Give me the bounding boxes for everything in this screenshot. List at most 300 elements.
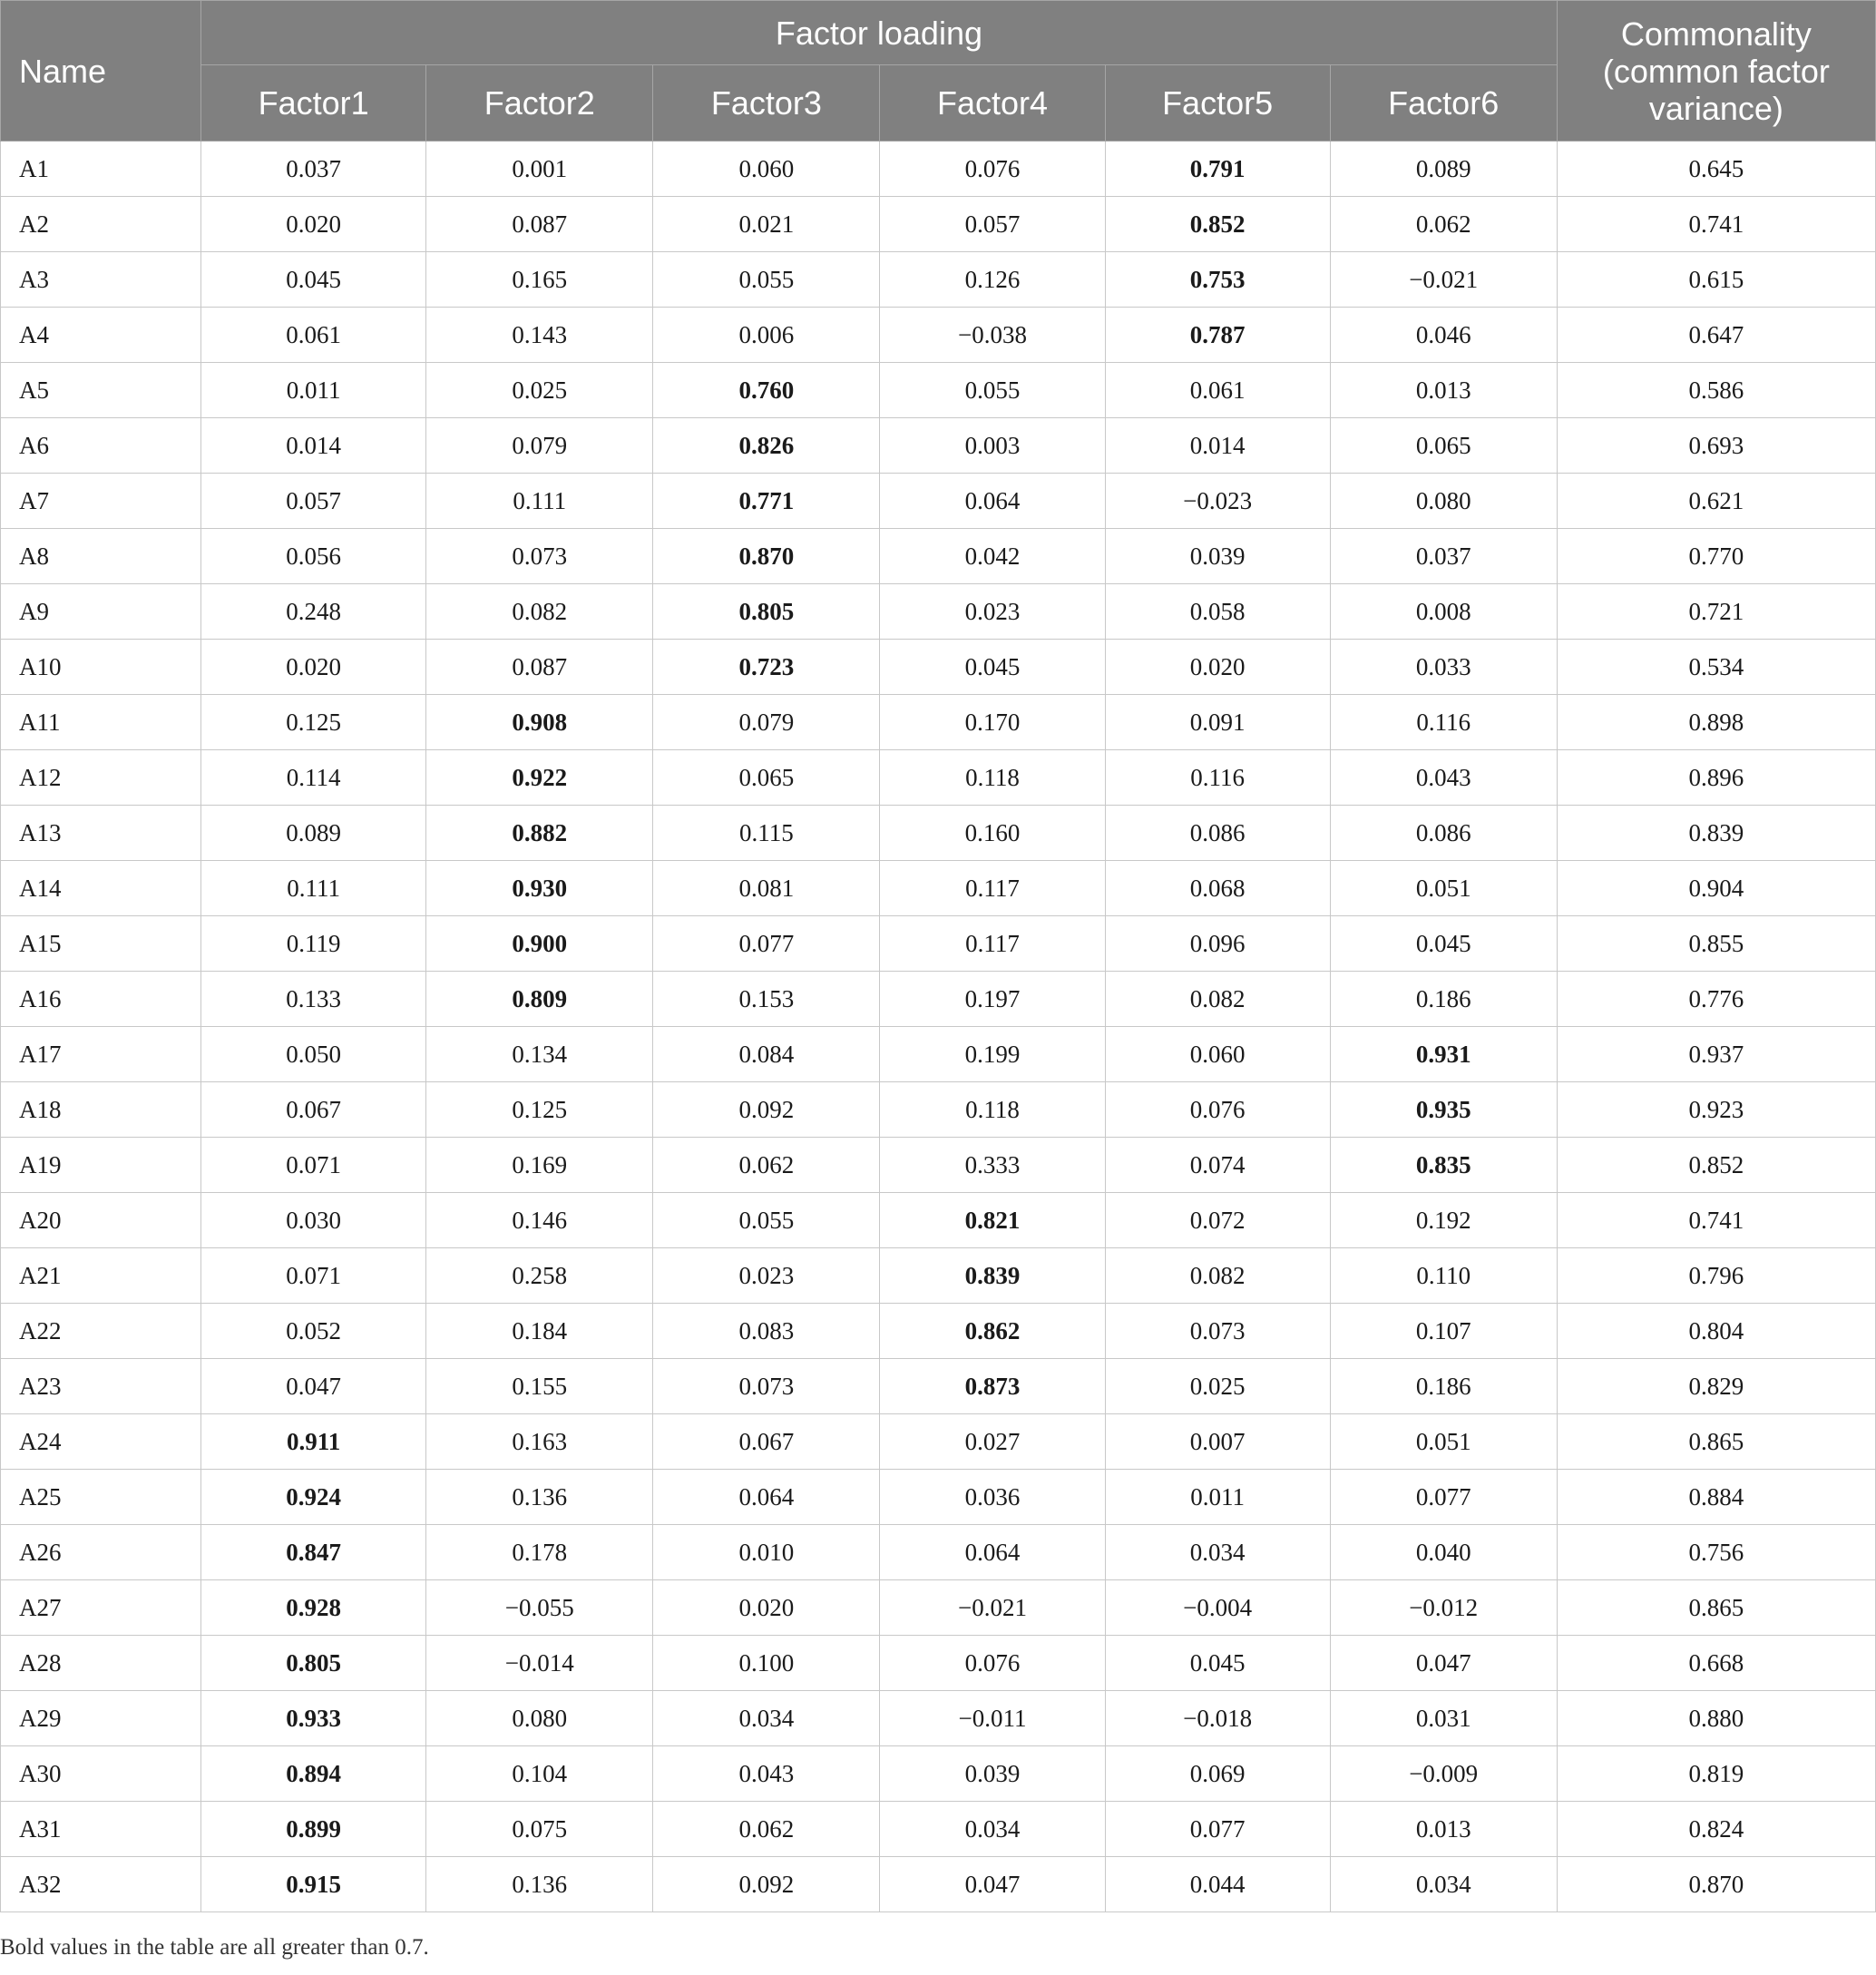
table-header xyxy=(1,1,1876,142)
loading-cell-factor5: −0.023 xyxy=(1105,474,1330,529)
loading-cell-factor2: 0.087 xyxy=(426,197,653,252)
loading-cell-factor4: 0.170 xyxy=(880,695,1105,750)
loading-cell-factor4: 0.873 xyxy=(880,1359,1105,1414)
loading-cell-factor2: 0.136 xyxy=(426,1470,653,1525)
commonality-cell: 0.756 xyxy=(1557,1525,1875,1580)
loading-cell-factor1: 0.114 xyxy=(201,750,426,806)
loading-cell-factor1: 0.056 xyxy=(201,529,426,584)
table-row xyxy=(1,1580,1876,1636)
loading-cell-factor5: 0.086 xyxy=(1105,806,1330,861)
commonality-cell: 0.645 xyxy=(1557,142,1875,197)
commonality-cell: 0.615 xyxy=(1557,252,1875,308)
loading-cell-factor6: 0.034 xyxy=(1330,1857,1557,1912)
table-row xyxy=(1,1470,1876,1525)
row-name-cell: A20 xyxy=(1,1193,201,1248)
loading-cell-factor1: 0.125 xyxy=(201,695,426,750)
commonality-cell: 0.796 xyxy=(1557,1248,1875,1304)
table-row xyxy=(1,529,1876,584)
loading-cell-factor3: 0.805 xyxy=(653,584,880,640)
loading-cell-factor3: 0.064 xyxy=(653,1470,880,1525)
header-factor1: Factor1 xyxy=(201,65,426,142)
row-name-cell: A16 xyxy=(1,972,201,1027)
loading-cell-factor6: 0.835 xyxy=(1330,1138,1557,1193)
row-name-cell: A8 xyxy=(1,529,201,584)
table-row xyxy=(1,1857,1876,1912)
row-name-cell: A24 xyxy=(1,1414,201,1470)
loading-cell-factor6: −0.012 xyxy=(1330,1580,1557,1636)
commonality-cell: 0.534 xyxy=(1557,640,1875,695)
row-name-cell: A18 xyxy=(1,1082,201,1138)
loading-cell-factor3: 0.723 xyxy=(653,640,880,695)
loading-cell-factor2: 0.163 xyxy=(426,1414,653,1470)
table-row xyxy=(1,640,1876,695)
header-factor4: Factor4 xyxy=(880,65,1105,142)
row-name-cell: A28 xyxy=(1,1636,201,1691)
commonality-cell: 0.693 xyxy=(1557,418,1875,474)
commonality-cell: 0.741 xyxy=(1557,1193,1875,1248)
loading-cell-factor3: 0.073 xyxy=(653,1359,880,1414)
loading-cell-factor5: 0.753 xyxy=(1105,252,1330,308)
commonality-cell: 0.770 xyxy=(1557,529,1875,584)
loading-cell-factor3: 0.079 xyxy=(653,695,880,750)
row-name-cell: A9 xyxy=(1,584,201,640)
loading-cell-factor3: 0.760 xyxy=(653,363,880,418)
loading-cell-factor4: 0.055 xyxy=(880,363,1105,418)
row-name-cell: A6 xyxy=(1,418,201,474)
loading-cell-factor5: 0.852 xyxy=(1105,197,1330,252)
commonality-cell: 0.896 xyxy=(1557,750,1875,806)
loading-cell-factor3: 0.010 xyxy=(653,1525,880,1580)
table-row xyxy=(1,1636,1876,1691)
table-row xyxy=(1,695,1876,750)
table-row xyxy=(1,142,1876,197)
commonality-cell: 0.865 xyxy=(1557,1414,1875,1470)
loading-cell-factor4: 0.199 xyxy=(880,1027,1105,1082)
row-name-cell: A1 xyxy=(1,142,201,197)
loading-cell-factor5: 0.787 xyxy=(1105,308,1330,363)
loading-cell-factor4: 0.197 xyxy=(880,972,1105,1027)
loading-cell-factor2: 0.146 xyxy=(426,1193,653,1248)
loading-cell-factor5: −0.004 xyxy=(1105,1580,1330,1636)
loading-cell-factor5: 0.096 xyxy=(1105,916,1330,972)
loading-cell-factor2: 0.087 xyxy=(426,640,653,695)
loading-cell-factor4: 0.057 xyxy=(880,197,1105,252)
loading-cell-factor1: 0.089 xyxy=(201,806,426,861)
loading-cell-factor2: 0.125 xyxy=(426,1082,653,1138)
loading-cell-factor2: 0.178 xyxy=(426,1525,653,1580)
loading-cell-factor1: 0.020 xyxy=(201,197,426,252)
row-name-cell: A4 xyxy=(1,308,201,363)
loading-cell-factor6: 0.110 xyxy=(1330,1248,1557,1304)
loading-cell-factor2: 0.079 xyxy=(426,418,653,474)
loading-cell-factor4: 0.160 xyxy=(880,806,1105,861)
loading-cell-factor2: 0.082 xyxy=(426,584,653,640)
loading-cell-factor3: 0.020 xyxy=(653,1580,880,1636)
commonality-cell: 0.721 xyxy=(1557,584,1875,640)
loading-cell-factor5: 0.077 xyxy=(1105,1802,1330,1857)
loading-cell-factor6: 0.043 xyxy=(1330,750,1557,806)
loading-cell-factor1: 0.061 xyxy=(201,308,426,363)
loading-cell-factor1: 0.805 xyxy=(201,1636,426,1691)
loading-cell-factor6: 0.080 xyxy=(1330,474,1557,529)
loading-cell-factor1: 0.071 xyxy=(201,1138,426,1193)
loading-cell-factor1: 0.111 xyxy=(201,861,426,916)
loading-cell-factor5: 0.039 xyxy=(1105,529,1330,584)
loading-cell-factor2: 0.025 xyxy=(426,363,653,418)
loading-cell-factor6: 0.931 xyxy=(1330,1027,1557,1082)
row-name-cell: A12 xyxy=(1,750,201,806)
loading-cell-factor3: 0.021 xyxy=(653,197,880,252)
row-name-cell: A17 xyxy=(1,1027,201,1082)
table-row xyxy=(1,1138,1876,1193)
loading-cell-factor4: 0.839 xyxy=(880,1248,1105,1304)
loading-cell-factor3: 0.006 xyxy=(653,308,880,363)
commonality-cell: 0.884 xyxy=(1557,1470,1875,1525)
loading-cell-factor5: 0.034 xyxy=(1105,1525,1330,1580)
loading-cell-factor1: 0.045 xyxy=(201,252,426,308)
loading-cell-factor5: 0.020 xyxy=(1105,640,1330,695)
table-row xyxy=(1,584,1876,640)
table-row xyxy=(1,1248,1876,1304)
loading-cell-factor4: 0.076 xyxy=(880,142,1105,197)
loading-cell-factor5: 0.116 xyxy=(1105,750,1330,806)
loading-cell-factor2: 0.882 xyxy=(426,806,653,861)
loading-cell-factor4: 0.034 xyxy=(880,1802,1105,1857)
loading-cell-factor5: 0.072 xyxy=(1105,1193,1330,1248)
table-row xyxy=(1,252,1876,308)
loading-cell-factor1: 0.067 xyxy=(201,1082,426,1138)
row-name-cell: A25 xyxy=(1,1470,201,1525)
loading-cell-factor2: 0.184 xyxy=(426,1304,653,1359)
loading-cell-factor1: 0.924 xyxy=(201,1470,426,1525)
commonality-cell: 0.741 xyxy=(1557,197,1875,252)
loading-cell-factor4: 0.039 xyxy=(880,1746,1105,1802)
row-name-cell: A14 xyxy=(1,861,201,916)
loading-cell-factor3: 0.023 xyxy=(653,1248,880,1304)
loading-cell-factor5: −0.018 xyxy=(1105,1691,1330,1746)
row-name-cell: A30 xyxy=(1,1746,201,1802)
loading-cell-factor6: −0.021 xyxy=(1330,252,1557,308)
commonality-cell: 0.880 xyxy=(1557,1691,1875,1746)
header-name: Name xyxy=(1,1,201,142)
table-row xyxy=(1,1082,1876,1138)
loading-cell-factor1: 0.020 xyxy=(201,640,426,695)
loading-cell-factor2: −0.055 xyxy=(426,1580,653,1636)
loading-cell-factor2: 0.165 xyxy=(426,252,653,308)
loading-cell-factor4: 0.042 xyxy=(880,529,1105,584)
loading-cell-factor2: 0.143 xyxy=(426,308,653,363)
loading-cell-factor3: 0.067 xyxy=(653,1414,880,1470)
loading-cell-factor1: 0.047 xyxy=(201,1359,426,1414)
loading-cell-factor5: 0.073 xyxy=(1105,1304,1330,1359)
loading-cell-factor6: 0.107 xyxy=(1330,1304,1557,1359)
loading-cell-factor4: 0.027 xyxy=(880,1414,1105,1470)
loading-cell-factor3: 0.084 xyxy=(653,1027,880,1082)
loading-cell-factor3: 0.062 xyxy=(653,1138,880,1193)
table-footnote: Bold values in the table are all greater than 0.7. xyxy=(0,1935,429,1960)
loading-cell-factor4: 0.118 xyxy=(880,750,1105,806)
commonality-cell: 0.804 xyxy=(1557,1304,1875,1359)
loading-cell-factor1: 0.011 xyxy=(201,363,426,418)
loading-cell-factor6: 0.186 xyxy=(1330,1359,1557,1414)
loading-cell-factor5: 0.074 xyxy=(1105,1138,1330,1193)
loading-cell-factor1: 0.911 xyxy=(201,1414,426,1470)
loading-cell-factor5: 0.076 xyxy=(1105,1082,1330,1138)
loading-cell-factor1: 0.030 xyxy=(201,1193,426,1248)
loading-cell-factor2: 0.922 xyxy=(426,750,653,806)
loading-cell-factor5: 0.091 xyxy=(1105,695,1330,750)
header-factor-loading: Factor loading xyxy=(201,1,1558,65)
loading-cell-factor6: 0.116 xyxy=(1330,695,1557,750)
table-row xyxy=(1,418,1876,474)
table-row xyxy=(1,1193,1876,1248)
loading-cell-factor4: 0.064 xyxy=(880,1525,1105,1580)
table-row xyxy=(1,1027,1876,1082)
loading-cell-factor3: 0.092 xyxy=(653,1082,880,1138)
header-factor3: Factor3 xyxy=(653,65,880,142)
loading-cell-factor3: 0.115 xyxy=(653,806,880,861)
loading-cell-factor5: 0.069 xyxy=(1105,1746,1330,1802)
loading-cell-factor3: 0.826 xyxy=(653,418,880,474)
loading-cell-factor4: −0.011 xyxy=(880,1691,1105,1746)
loading-cell-factor6: 0.045 xyxy=(1330,916,1557,972)
loading-cell-factor4: 0.117 xyxy=(880,861,1105,916)
row-name-cell: A26 xyxy=(1,1525,201,1580)
loading-cell-factor5: 0.014 xyxy=(1105,418,1330,474)
table-row xyxy=(1,1359,1876,1414)
loading-cell-factor4: −0.038 xyxy=(880,308,1105,363)
table-row xyxy=(1,1525,1876,1580)
loading-cell-factor4: 0.118 xyxy=(880,1082,1105,1138)
loading-cell-factor1: 0.933 xyxy=(201,1691,426,1746)
row-name-cell: A22 xyxy=(1,1304,201,1359)
row-name-cell: A2 xyxy=(1,197,201,252)
header-factor6: Factor6 xyxy=(1330,65,1557,142)
row-name-cell: A23 xyxy=(1,1359,201,1414)
loading-cell-factor5: 0.060 xyxy=(1105,1027,1330,1082)
loading-cell-factor2: 0.001 xyxy=(426,142,653,197)
loading-cell-factor6: 0.008 xyxy=(1330,584,1557,640)
loading-cell-factor5: 0.007 xyxy=(1105,1414,1330,1470)
loading-cell-factor6: −0.009 xyxy=(1330,1746,1557,1802)
loading-cell-factor3: 0.100 xyxy=(653,1636,880,1691)
loading-cell-factor6: 0.051 xyxy=(1330,1414,1557,1470)
table-row xyxy=(1,308,1876,363)
table-row xyxy=(1,1802,1876,1857)
table-row xyxy=(1,1304,1876,1359)
row-name-cell: A11 xyxy=(1,695,201,750)
loading-cell-factor4: 0.862 xyxy=(880,1304,1105,1359)
loading-cell-factor3: 0.092 xyxy=(653,1857,880,1912)
commonality-cell: 0.824 xyxy=(1557,1802,1875,1857)
loading-cell-factor3: 0.771 xyxy=(653,474,880,529)
loading-cell-factor2: 0.134 xyxy=(426,1027,653,1082)
commonality-cell: 0.668 xyxy=(1557,1636,1875,1691)
loading-cell-factor5: 0.045 xyxy=(1105,1636,1330,1691)
commonality-cell: 0.870 xyxy=(1557,1857,1875,1912)
loading-cell-factor6: 0.077 xyxy=(1330,1470,1557,1525)
table-row xyxy=(1,1414,1876,1470)
loading-cell-factor2: 0.169 xyxy=(426,1138,653,1193)
loading-cell-factor1: 0.928 xyxy=(201,1580,426,1636)
header-factor2: Factor2 xyxy=(426,65,653,142)
loading-cell-factor3: 0.153 xyxy=(653,972,880,1027)
loading-cell-factor3: 0.062 xyxy=(653,1802,880,1857)
commonality-cell: 0.839 xyxy=(1557,806,1875,861)
row-name-cell: A10 xyxy=(1,640,201,695)
loading-cell-factor3: 0.043 xyxy=(653,1746,880,1802)
commonality-cell: 0.898 xyxy=(1557,695,1875,750)
loading-cell-factor1: 0.133 xyxy=(201,972,426,1027)
loading-cell-factor6: 0.065 xyxy=(1330,418,1557,474)
loading-cell-factor3: 0.083 xyxy=(653,1304,880,1359)
loading-cell-factor3: 0.065 xyxy=(653,750,880,806)
loading-cell-factor2: 0.900 xyxy=(426,916,653,972)
loading-cell-factor3: 0.055 xyxy=(653,252,880,308)
loading-cell-factor5: 0.025 xyxy=(1105,1359,1330,1414)
row-name-cell: A5 xyxy=(1,363,201,418)
loading-cell-factor1: 0.052 xyxy=(201,1304,426,1359)
loading-cell-factor4: 0.003 xyxy=(880,418,1105,474)
commonality-cell: 0.586 xyxy=(1557,363,1875,418)
loading-cell-factor5: 0.068 xyxy=(1105,861,1330,916)
table-row xyxy=(1,474,1876,529)
commonality-cell: 0.923 xyxy=(1557,1082,1875,1138)
row-name-cell: A27 xyxy=(1,1580,201,1636)
commonality-cell: 0.819 xyxy=(1557,1746,1875,1802)
table-row xyxy=(1,197,1876,252)
header-commonality: Commonality (common factor variance) xyxy=(1557,1,1875,142)
loading-cell-factor5: 0.011 xyxy=(1105,1470,1330,1525)
loading-cell-factor6: 0.013 xyxy=(1330,1802,1557,1857)
loading-cell-factor4: 0.064 xyxy=(880,474,1105,529)
row-name-cell: A7 xyxy=(1,474,201,529)
loading-cell-factor3: 0.055 xyxy=(653,1193,880,1248)
loading-cell-factor6: 0.033 xyxy=(1330,640,1557,695)
loading-cell-factor6: 0.046 xyxy=(1330,308,1557,363)
loading-cell-factor1: 0.057 xyxy=(201,474,426,529)
loading-cell-factor5: 0.061 xyxy=(1105,363,1330,418)
loading-cell-factor1: 0.037 xyxy=(201,142,426,197)
row-name-cell: A31 xyxy=(1,1802,201,1857)
table-row xyxy=(1,1691,1876,1746)
loading-cell-factor4: 0.036 xyxy=(880,1470,1105,1525)
loading-cell-factor2: 0.111 xyxy=(426,474,653,529)
loading-cell-factor2: 0.930 xyxy=(426,861,653,916)
loading-cell-factor5: 0.791 xyxy=(1105,142,1330,197)
loading-cell-factor2: 0.258 xyxy=(426,1248,653,1304)
loading-cell-factor4: 0.045 xyxy=(880,640,1105,695)
loading-cell-factor6: 0.086 xyxy=(1330,806,1557,861)
loading-cell-factor2: 0.080 xyxy=(426,1691,653,1746)
loading-cell-factor4: 0.126 xyxy=(880,252,1105,308)
loading-cell-factor1: 0.894 xyxy=(201,1746,426,1802)
table-row xyxy=(1,750,1876,806)
loading-cell-factor1: 0.014 xyxy=(201,418,426,474)
commonality-cell: 0.647 xyxy=(1557,308,1875,363)
commonality-cell: 0.855 xyxy=(1557,916,1875,972)
loading-cell-factor2: −0.014 xyxy=(426,1636,653,1691)
row-name-cell: A19 xyxy=(1,1138,201,1193)
commonality-cell: 0.776 xyxy=(1557,972,1875,1027)
table-row xyxy=(1,363,1876,418)
loading-cell-factor2: 0.136 xyxy=(426,1857,653,1912)
loading-cell-factor4: −0.021 xyxy=(880,1580,1105,1636)
loading-cell-factor4: 0.076 xyxy=(880,1636,1105,1691)
loading-cell-factor1: 0.915 xyxy=(201,1857,426,1912)
loading-cell-factor1: 0.899 xyxy=(201,1802,426,1857)
loading-cell-factor5: 0.082 xyxy=(1105,972,1330,1027)
loading-cell-factor2: 0.908 xyxy=(426,695,653,750)
loading-cell-factor6: 0.935 xyxy=(1330,1082,1557,1138)
loading-cell-factor3: 0.060 xyxy=(653,142,880,197)
loading-cell-factor2: 0.155 xyxy=(426,1359,653,1414)
loading-cell-factor6: 0.051 xyxy=(1330,861,1557,916)
commonality-cell: 0.904 xyxy=(1557,861,1875,916)
loading-cell-factor6: 0.031 xyxy=(1330,1691,1557,1746)
loading-cell-factor1: 0.248 xyxy=(201,584,426,640)
commonality-cell: 0.937 xyxy=(1557,1027,1875,1082)
loading-cell-factor2: 0.073 xyxy=(426,529,653,584)
header-factor5: Factor5 xyxy=(1105,65,1330,142)
loading-cell-factor1: 0.050 xyxy=(201,1027,426,1082)
loading-cell-factor4: 0.333 xyxy=(880,1138,1105,1193)
row-name-cell: A29 xyxy=(1,1691,201,1746)
loading-cell-factor2: 0.104 xyxy=(426,1746,653,1802)
loading-cell-factor6: 0.186 xyxy=(1330,972,1557,1027)
loading-cell-factor5: 0.044 xyxy=(1105,1857,1330,1912)
loading-cell-factor2: 0.075 xyxy=(426,1802,653,1857)
row-name-cell: A13 xyxy=(1,806,201,861)
commonality-cell: 0.621 xyxy=(1557,474,1875,529)
table-row xyxy=(1,916,1876,972)
loading-cell-factor3: 0.077 xyxy=(653,916,880,972)
table-body xyxy=(1,142,1876,1912)
table-row xyxy=(1,972,1876,1027)
loading-cell-factor6: 0.062 xyxy=(1330,197,1557,252)
loading-cell-factor4: 0.023 xyxy=(880,584,1105,640)
loading-cell-factor6: 0.037 xyxy=(1330,529,1557,584)
loading-cell-factor2: 0.809 xyxy=(426,972,653,1027)
loading-cell-factor6: 0.040 xyxy=(1330,1525,1557,1580)
table-row xyxy=(1,861,1876,916)
loading-cell-factor5: 0.058 xyxy=(1105,584,1330,640)
commonality-cell: 0.852 xyxy=(1557,1138,1875,1193)
row-name-cell: A21 xyxy=(1,1248,201,1304)
loading-cell-factor6: 0.047 xyxy=(1330,1636,1557,1691)
loading-cell-factor3: 0.081 xyxy=(653,861,880,916)
loading-cell-factor6: 0.192 xyxy=(1330,1193,1557,1248)
row-name-cell: A3 xyxy=(1,252,201,308)
loading-cell-factor6: 0.013 xyxy=(1330,363,1557,418)
loading-cell-factor1: 0.071 xyxy=(201,1248,426,1304)
loading-cell-factor4: 0.117 xyxy=(880,916,1105,972)
row-name-cell: A15 xyxy=(1,916,201,972)
table-row xyxy=(1,806,1876,861)
commonality-cell: 0.865 xyxy=(1557,1580,1875,1636)
loading-cell-factor6: 0.089 xyxy=(1330,142,1557,197)
loading-cell-factor3: 0.034 xyxy=(653,1691,880,1746)
row-name-cell: A32 xyxy=(1,1857,201,1912)
loading-cell-factor1: 0.119 xyxy=(201,916,426,972)
commonality-cell: 0.829 xyxy=(1557,1359,1875,1414)
table-row xyxy=(1,1746,1876,1802)
loading-cell-factor4: 0.821 xyxy=(880,1193,1105,1248)
loading-cell-factor1: 0.847 xyxy=(201,1525,426,1580)
loading-cell-factor5: 0.082 xyxy=(1105,1248,1330,1304)
loading-cell-factor4: 0.047 xyxy=(880,1857,1105,1912)
loading-cell-factor3: 0.870 xyxy=(653,529,880,584)
